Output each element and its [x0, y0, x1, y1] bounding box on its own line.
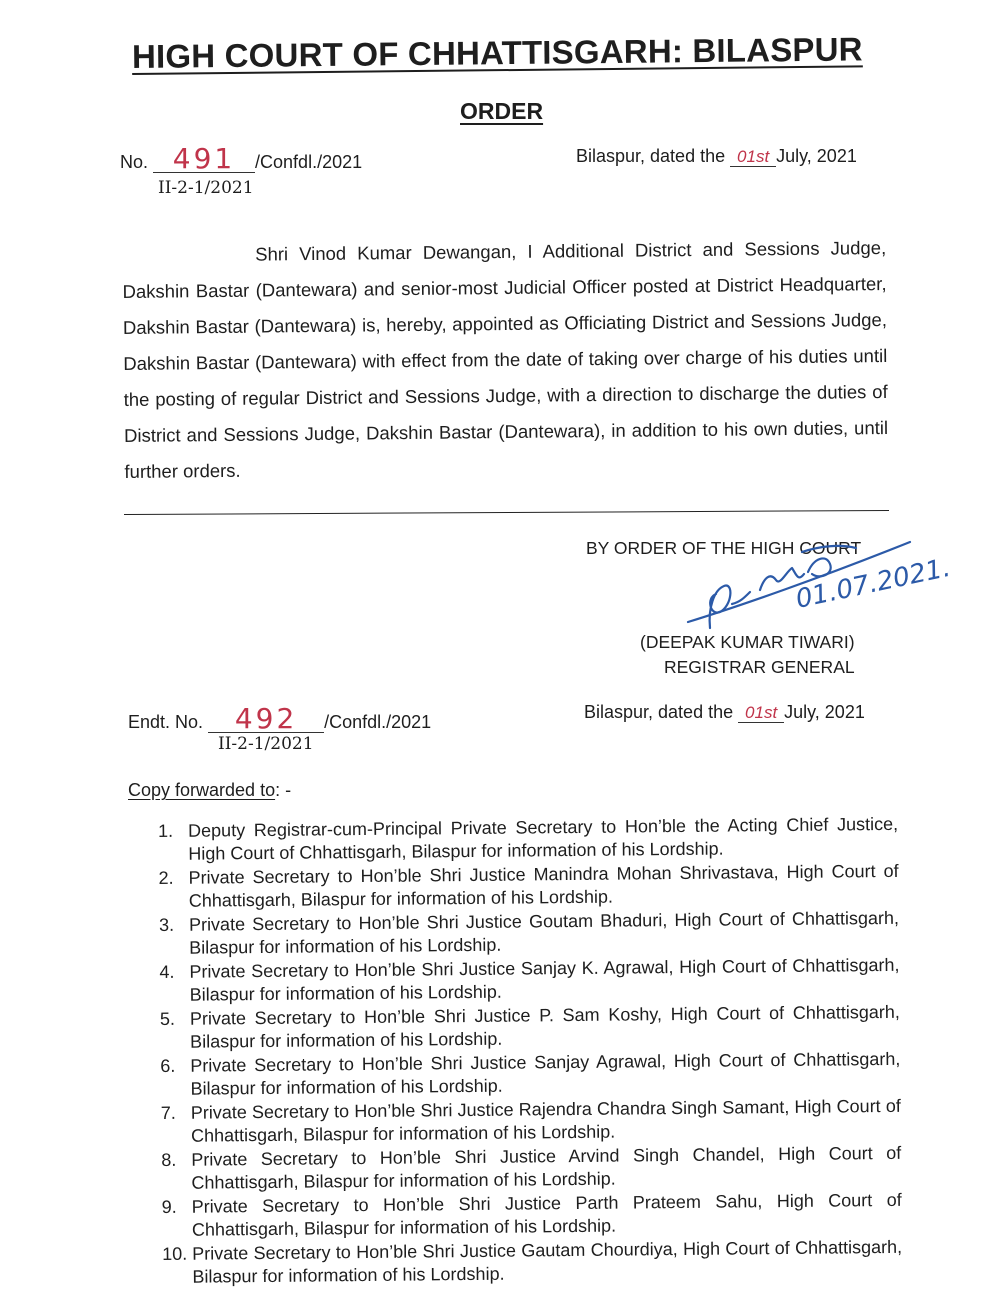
endorsement-date-suffix: July, 2021: [784, 702, 865, 722]
recipient-text: Private Secretary to Hon’ble Shri Justice Rajendra Chandra Singh Samant, High Court of Chhattisgarh, Bilaspur for information of his Lordship.: [190, 1095, 901, 1146]
endorsement-file-number: II-2-1/2021: [218, 734, 314, 754]
recipient-item: [158, 813, 898, 866]
recipient-text: Private Secretary to Hon’ble Shri Justice Goutam Bhaduri, High Court of Chhattisgarh, Bilaspur for information of his Lordship.: [188, 907, 900, 958]
endorsement-date-day-handwritten: 01st: [738, 704, 784, 723]
section-divider: [124, 510, 889, 515]
order-number-label: No.: [120, 152, 149, 172]
recipient-number: 8.: [161, 1149, 177, 1170]
recipient-item: [159, 907, 899, 960]
recipient-number: 2.: [158, 867, 174, 888]
order-file-number: II-2-1/2021: [158, 178, 254, 198]
recipient-number: 5.: [159, 1008, 176, 1029]
recipient-text: Private Secretary to Hon’ble Shri Justice Gautam Chourdiya, High Court of Chhattisgarh, Bilaspur for information of his Lordship.: [192, 1236, 903, 1287]
recipient-text: Private Secretary to Hon’ble Shri Justice Sanjay Agrawal, High Court of Chhattisgarh, Bilaspur for information of his Lordship.: [190, 1048, 901, 1099]
recipient-item: [158, 860, 898, 913]
endorsement-date-line: [584, 702, 865, 723]
order-number-line: [120, 142, 363, 175]
recipient-text: Deputy Registrar-cum-Principal Private Secretary to Hon’ble the Acting Chief Justice, High Court of Chhattisgarh, Bilaspur for information of his Lordship.: [188, 813, 899, 864]
recipient-text: Private Secretary to Hon’ble Shri Justice Manindra Mohan Shrivastava, High Court of Chhattisgarh, Bilaspur for information of his Lordship.: [188, 860, 899, 911]
registrar-signature-image: [680, 528, 980, 638]
recipient-item: [162, 1189, 902, 1242]
document-type-heading: ORDER: [460, 98, 544, 124]
endorsement-number-line: [128, 702, 432, 735]
recipient-number: 10.: [162, 1243, 188, 1264]
recipient-text: Private Secretary to Hon’ble Shri Justice Parth Prateem Sahu, High Court of Chhattisgarh, Bilaspur for information of his Lordship.: [191, 1189, 902, 1240]
order-body-paragraph: Shri Vinod Kumar Dewangan, I Additional District and Sessions Judge, Dakshin Bastar (Dantewara) and senior-most Judicial Officer posted at District Headquarter, Dakshin Bastar (Dantewara) is, hereby, appointed as Officiating District and Sessions Judge, Dakshin Bastar (Dantewara) with effect from the date of taking over charge of his duties until the posting of regular District and Sessions Judge, with a direction to discharge the duties of District and Sessions Judge, Dakshin Bastar (Dantewara), in addition to his own duties, until further orders.: [122, 236, 889, 482]
signatory-title: REGISTRAR GENERAL: [664, 657, 855, 677]
recipient-item: [159, 954, 899, 1007]
copy-forwarded-colon: : -: [275, 780, 292, 800]
order-date-prefix: Bilaspur, dated the: [576, 146, 726, 166]
signatory-block: [640, 630, 855, 680]
order-number-suffix: /Confdl./2021: [255, 152, 363, 172]
court-title: HIGH COURT OF CHHATTISGARH: BILASPUR: [131, 30, 863, 75]
recipient-number: 6.: [160, 1055, 176, 1076]
order-number-handwritten: 491: [153, 146, 255, 173]
copy-forwarded-heading: [128, 780, 291, 801]
recipient-text: Private Secretary to Hon’ble Shri Justice Arvind Singh Chandel, High Court of Chhattisgarh, Bilaspur for information of his Lordship.: [191, 1142, 902, 1193]
recipient-list: [158, 813, 902, 1290]
endorsement-date-prefix: Bilaspur, dated the: [584, 702, 734, 722]
signature-date-handwritten: 01.07.2021.: [793, 552, 954, 615]
recipient-number: 3.: [158, 914, 175, 935]
recipient-item: [161, 1095, 901, 1148]
recipient-item: [160, 1048, 900, 1101]
endorsement-number-handwritten: 492: [208, 706, 324, 733]
recipient-number: 7.: [160, 1102, 176, 1123]
recipient-item: [161, 1142, 901, 1195]
recipient-item: [162, 1236, 902, 1289]
by-order-line: BY ORDER OF THE HIGH COURT: [586, 538, 862, 558]
recipient-item: [160, 1001, 900, 1054]
order-date-day-handwritten: 01st: [730, 148, 776, 167]
copy-forwarded-label: Copy forwarded to: [128, 780, 276, 800]
recipient-text: Private Secretary to Hon’ble Shri Justice P. Sam Koshy, High Court of Chhattisgarh, Bilaspur for information of his Lordship.: [189, 1001, 900, 1052]
recipient-number: 1.: [158, 820, 174, 841]
order-date-suffix: July, 2021: [776, 146, 857, 166]
recipient-number: 9.: [161, 1196, 177, 1217]
signatory-name: (DEEPAK KUMAR TIWARI): [640, 632, 855, 652]
recipient-number: 4.: [159, 961, 175, 982]
order-date-line: [576, 146, 857, 167]
endorsement-suffix: /Confdl./2021: [324, 712, 432, 732]
endorsement-label: Endt. No.: [128, 712, 204, 732]
recipient-text: Private Secretary to Hon’ble Shri Justice Sanjay K. Agrawal, High Court of Chhattisgarh, Bilaspur for information of his Lordship.: [189, 954, 900, 1005]
